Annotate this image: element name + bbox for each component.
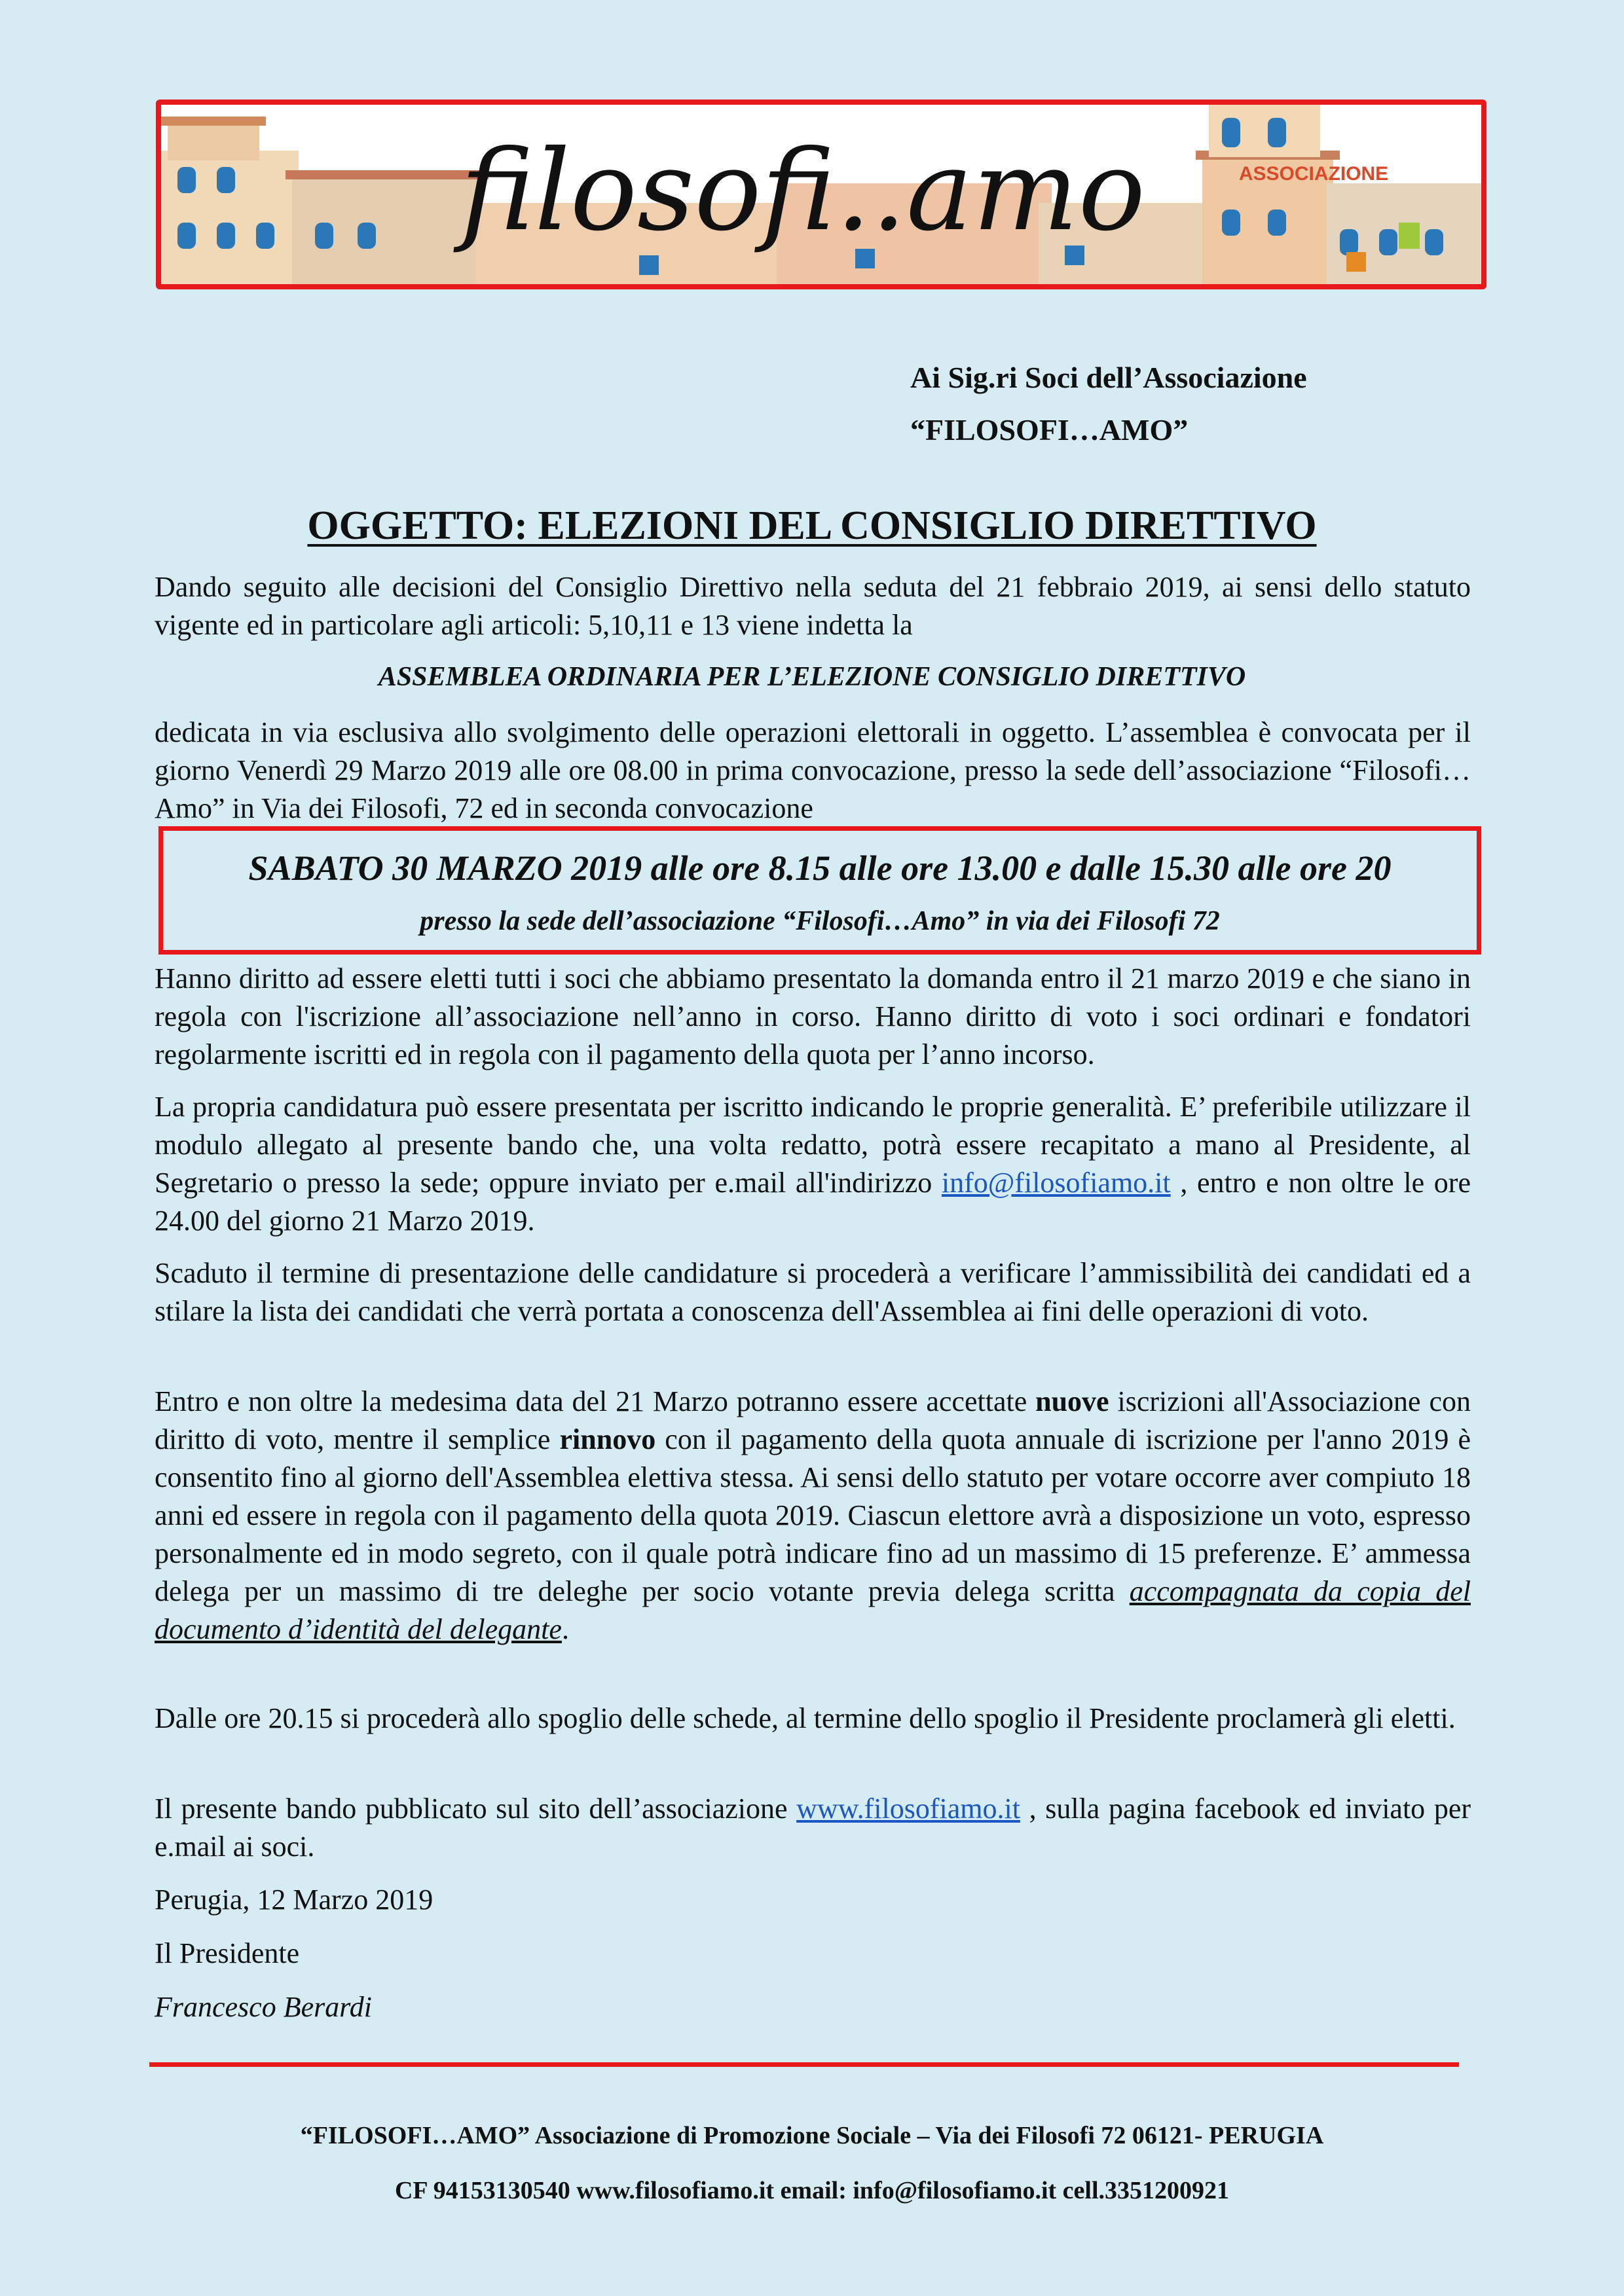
subject-title: OGGETTO: ELEZIONI DEL CONSIGLIO DIRETTIVO — [307, 503, 1317, 548]
rules-id-requirement: accompagnata da copia del documento d’identità del delegante — [155, 1575, 1471, 1645]
assembly-heading: ASSEMBLEA ORDINARIA PER L’ELEZIONE CONSIGLIO DIRETTIVO — [378, 662, 1246, 692]
deadline-paragraph: Scaduto il termine di presentazione delle candidature si procederà a verificare l’ammissibilità dei candidati ed a stilare la lista dei candidati che verrà portata a conoscenza dell'Assemblea ai fini delle operazioni di voto. — [155, 1257, 1471, 1327]
callout-date-time: SABATO 30 MARZO 2019 alle ore 8.15 alle ore 13.00 e dalle 15.30 alle ore 20 — [248, 848, 1392, 888]
convocation-paragraph: dedicata in via esclusiva allo svolgimento delle operazioni elettorali in oggetto. L’assemblea è convocata per il giorno Venerdì 29 Marzo 2019 alle ore 08.00 in prima convocazione, presso la sede dell’associazione “Filosofi…Amo” in Via dei Filosofi, 72 ed in seconda convocazione — [155, 716, 1471, 824]
rules-renewal-bold: rinnovo — [559, 1423, 656, 1455]
footer-divider — [149, 2062, 1459, 2067]
rules-text-e: con il pagamento della quota annuale di iscrizione per l'anno 2019 è consentito fino al giorno dell'Assemblea elettiva stessa. Ai sensi dello statuto per votare occorre aver compiuto 18 anni ed essere in regola con il pagamento della quota 2019. Ciascun elettore avrà a disposizione un voto, espresso personalmente ed in modo segreto, con il quale potrà indicare fino ad un massimo di 15 preferenze. E’ ammessa delega per un massimo di tre deleghe per socio votante previa delega scritta — [155, 1423, 1471, 1607]
candidacy-text: La propria candidatura può essere presentata per iscritto indicando le proprie generalità. E’ preferibile utilizzare il modulo allegato al presente bando che, una volta redatto, potrà essere recapitato a mano al Presidente, al Segretario o presso la sede; oppure inviato per e.mail all'indirizzo — [155, 1091, 1471, 1199]
rules-text-g: . — [561, 1613, 569, 1645]
email-link[interactable]: info@filosofiamo.it — [941, 1167, 1171, 1199]
candidacy-paragraph — [155, 1088, 1471, 1240]
counting-paragraph: Dalle ore 20.15 si procederà allo spoglio delle schede, al termine dello spoglio il Presidente proclamerà gli eletti. — [155, 1702, 1456, 1734]
rules-text-a: Entro e non oltre la medesima data del 21 Marzo potranno essere accettate — [155, 1385, 1036, 1417]
banner-illustration — [161, 105, 1481, 284]
logo-tag: ASSOCIAZIONE — [1238, 163, 1389, 185]
publication-text-end: , sulla pagina facebook ed inviato per e.mail ai soci. — [155, 1793, 1471, 1863]
recipient-line-2: “FILOSOFI…AMO” — [910, 413, 1189, 446]
signer-role: Il Presidente — [155, 1937, 300, 1969]
eligibility-paragraph: Hanno diritto ad essere eletti tutti i soci che abbiamo presentato la domanda entro il 21 marzo 2019 e che siano in regola con l'iscrizione all’associazione nell’anno in corso. Hanno diritto di voto i soci ordinari e fondatori regolarmente iscritti ed in regola con il pagamento della quota per l’anno incorso. — [155, 962, 1471, 1070]
footer-contacts: CF 94153130540 www.filosofiamo.it email: info@filosofiamo.it cell.3351200921 — [394, 2177, 1230, 2204]
place-date: Perugia, 12 Marzo 2019 — [155, 1884, 434, 1916]
website-link[interactable]: www.filosofiamo.it — [796, 1793, 1020, 1825]
footer-address: “FILOSOFI…AMO” Associazione di Promozione Sociale – Via dei Filosofi 72 06121- PERUGIA — [300, 2122, 1324, 2149]
callout-location: presso la sede dell’associazione “Filosofi…Amo” in via dei Filosofi 72 — [420, 906, 1220, 936]
logo-text: filosofi..amo — [460, 126, 1146, 256]
rules-new-bold: nuove — [1035, 1385, 1109, 1417]
candidacy-deadline-text: , entro e non oltre le ore 24.00 del giorno 21 Marzo 2019. — [155, 1167, 1471, 1237]
session-callout-box — [158, 826, 1481, 955]
voting-rules-paragraph — [155, 1383, 1471, 1649]
signer-name: Francesco Berardi — [155, 1991, 372, 2023]
recipient-line-1: Ai Sig.ri Soci dell’Associazione — [910, 361, 1307, 394]
header-banner — [156, 100, 1486, 289]
rules-text-c: iscrizioni all'Associazione con diritto di voto, mentre il semplice — [155, 1385, 1471, 1455]
publication-text: Il presente bando pubblicato sul sito dell’associazione — [155, 1793, 797, 1825]
intro-paragraph: Dando seguito alle decisioni del Consiglio Direttivo nella seduta del 21 febbraio 2019, ai sensi dello statuto vigente ed in particolare agli articoli: 5,10,11 e 13 viene indetta la — [155, 571, 1471, 641]
publication-paragraph — [155, 1790, 1471, 1866]
